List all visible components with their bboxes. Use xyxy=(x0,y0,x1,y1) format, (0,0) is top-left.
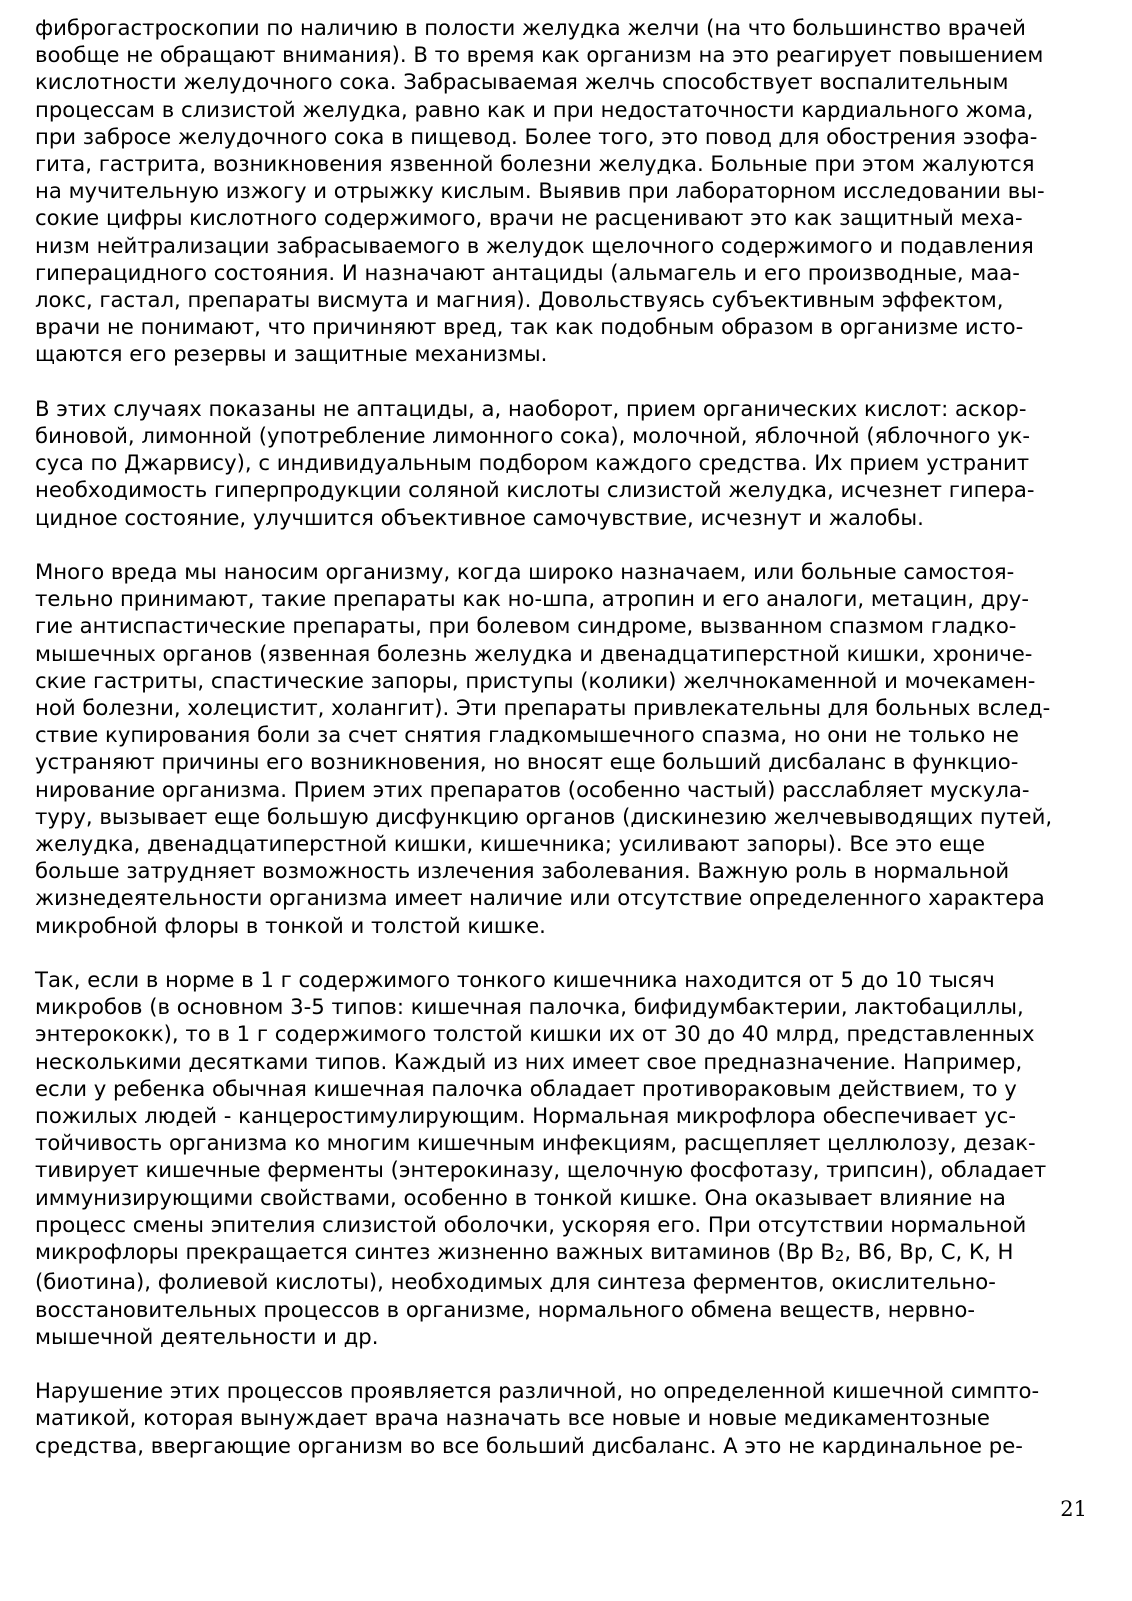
text-line: фиброгастроскопии по наличию в полости желудка желчи (на что большинство врачей xyxy=(35,15,1026,40)
text-line: кислотности желудочного сока. Забрасываемая желчь способствует воспалительным xyxy=(35,69,1009,95)
text-line: врачи не понимают, что причиняют вред, так как подобным образом в организме исто- xyxy=(35,314,1024,340)
text-line: при забросе желудочного сока в пищевод. Более того, это повод для обострения эзофа- xyxy=(35,123,1038,149)
text-line: мышечных органов (язвенная болезнь желудка и двенадцатиперстной кишки, хрониче- xyxy=(35,640,1033,666)
text-line: устраняют причины его возникновения, но вносят еще больший дисбаланс в функцио- xyxy=(35,749,1019,775)
text-line: восстановительных процессов в организме, нормального обмена веществ, нервно- xyxy=(35,1296,976,1322)
text-line: пожилых людей - канцеростимулирующим. Нормальная микрофлора обеспечивает ус- xyxy=(35,1103,1016,1129)
text-line: процесс смены эпителия слизистой оболочки, ускоряя его. При отсутствии нормальной xyxy=(35,1211,1027,1237)
text-line: микробной флоры в тонкой и толстой кишке. xyxy=(35,912,546,938)
text-line: ной болезни, холецистит, холангит). Эти препараты привлекательны для больных вслед- xyxy=(35,695,1051,721)
text-line: вообще не обращают внимания). В то время как организм на это реагирует повышением xyxy=(35,42,1044,68)
text-line: биновой, лимонной (употребление лимонного сока), молочной, яблочной (яблочного ук- xyxy=(35,423,1031,449)
vitamin-subscript: 2 xyxy=(834,1247,845,1265)
vitamin-line-end: , В6, Вр, С, К, Н xyxy=(844,1239,1014,1265)
text-line: щаются его резервы и защитные механизмы. xyxy=(35,341,548,367)
text-line: тивирует кишечные ферменты (энтерокиназу, щелочную фосфотазу, трипсин), обладает xyxy=(35,1157,1047,1183)
paragraph-2 xyxy=(35,395,1095,531)
paragraph-3 xyxy=(35,558,1095,939)
text-line: локс, гастал, препараты висмута и магния). Довольствуясь субъективным эффектом, xyxy=(35,287,1004,313)
text-line: Так, если в норме в 1 г содержимого тонкого кишечника находится от 5 до 10 тысяч xyxy=(35,967,995,993)
text-line: больше затрудняет возможность излечения заболевания. Важную роль в нормальной xyxy=(35,858,1010,884)
text-line: на мучительную изжогу и отрыжку кислым. Выявив при лабораторном исследовании вы- xyxy=(35,178,1045,204)
text-line: ствие купирования боли за счет снятия гладкомышечного спазма, но они не только не xyxy=(35,722,1019,748)
text-line: микробов (в основном 3-5 типов: кишечная палочка, бифидумбактерии, лактобациллы, xyxy=(35,994,1024,1020)
paragraph-5 xyxy=(35,1377,1095,1459)
text-line: (биотина), фолиевой кислоты), необходимых для синтеза ферментов, окислительно- xyxy=(35,1269,996,1295)
text-line: мышечной деятельности и др. xyxy=(35,1323,379,1349)
text-line: В этих случаях показаны не аптациды, а, наоборот, прием органических кислот: аскор- xyxy=(35,395,1027,421)
text-line: нирование организма. Прием этих препаратов (особенно частый) расслабляет мускула- xyxy=(35,776,1030,802)
text-line: матикой, которая вынуждает врача назначать все новые и новые медикаментозные xyxy=(35,1405,990,1431)
text-line: сокие цифры кислотного содержимого, врачи не расценивают это как защитный меха- xyxy=(35,205,1023,231)
text-line: энтерококк), то в 1 г содержимого толстой кишки их от 30 до 40 млрд, представленных xyxy=(35,1021,1035,1047)
page-number: 21 xyxy=(1060,1497,1087,1521)
paragraph-1 xyxy=(35,14,1095,368)
text-line: гие антиспастические препараты, при болевом синдроме, вызванном спазмом гладко- xyxy=(35,613,1017,639)
text-line: суса по Джарвису), с индивидуальным подбором каждого средства. Их прием устранит xyxy=(35,450,1030,476)
text-line: ские гастриты, спастические запоры, приступы (колики) желчнокаменной и мочекамен- xyxy=(35,667,1036,693)
text-line: цидное состояние, улучшится объективное самочувствие, исчезнут и жалобы. xyxy=(35,504,924,530)
text-line: необходимость гиперпродукции соляной кислоты слизистой желудка, исчезнет гипера- xyxy=(35,477,1035,503)
text-line: гиперацидного состояния. И назначают антациды (альмагель и его производные, маа- xyxy=(35,259,1020,285)
text-line: Нарушение этих процессов проявляется различной, но определенной кишечной симпто- xyxy=(35,1378,1040,1404)
paragraph-4 xyxy=(35,966,1095,1350)
text-line: средства, ввергающие организм во все больший дисбаланс. А это не кардинальное ре- xyxy=(35,1432,1023,1458)
text-line: если у ребенка обычная кишечная палочка обладает противораковым действием, то у xyxy=(35,1075,1017,1101)
text-line: низм нейтрализации забрасываемого в желудок щелочного содержимого и подавления xyxy=(35,232,1034,258)
page-body xyxy=(35,14,1095,1486)
vitamin-line-start: микрофлоры прекращается синтез жизненно важных витаминов (Вр В xyxy=(35,1239,835,1265)
text-line: тойчивость организма ко многим кишечным инфекциям, расщепляет целлюлозу, дезак- xyxy=(35,1130,1036,1156)
text-line: иммунизирующими свойствами, особенно в тонкой кишке. Она оказывает влияние на xyxy=(35,1184,1006,1210)
text-line: жизнедеятельности организма имеет наличие или отсутствие определенного характера xyxy=(35,885,1045,911)
text-line: туру, вызывает еще большую дисфункцию органов (дискинезию желчевыводящих путей, xyxy=(35,803,1053,829)
text-line: тельно принимают, такие препараты как но-шпа, атропин и его аналоги, метацин, дру- xyxy=(35,586,1029,612)
vitamin-line xyxy=(35,1238,1095,1268)
text-line: гита, гастрита, возникновения язвенной болезни желудка. Больные при этом жалуются xyxy=(35,151,1035,177)
text-line: несколькими десятками типов. Каждый из них имеет свое предназначение. Например, xyxy=(35,1048,1023,1074)
text-line: Много вреда мы наносим организму, когда широко назначаем, или больные самостоя- xyxy=(35,559,1015,585)
text-line: желудка, двенадцатиперстной кишки, кишечника; усиливают запоры). Все это еще xyxy=(35,831,985,857)
text-line: процессам в слизистой желудка, равно как и при недостаточности кардиального жома, xyxy=(35,96,1034,122)
